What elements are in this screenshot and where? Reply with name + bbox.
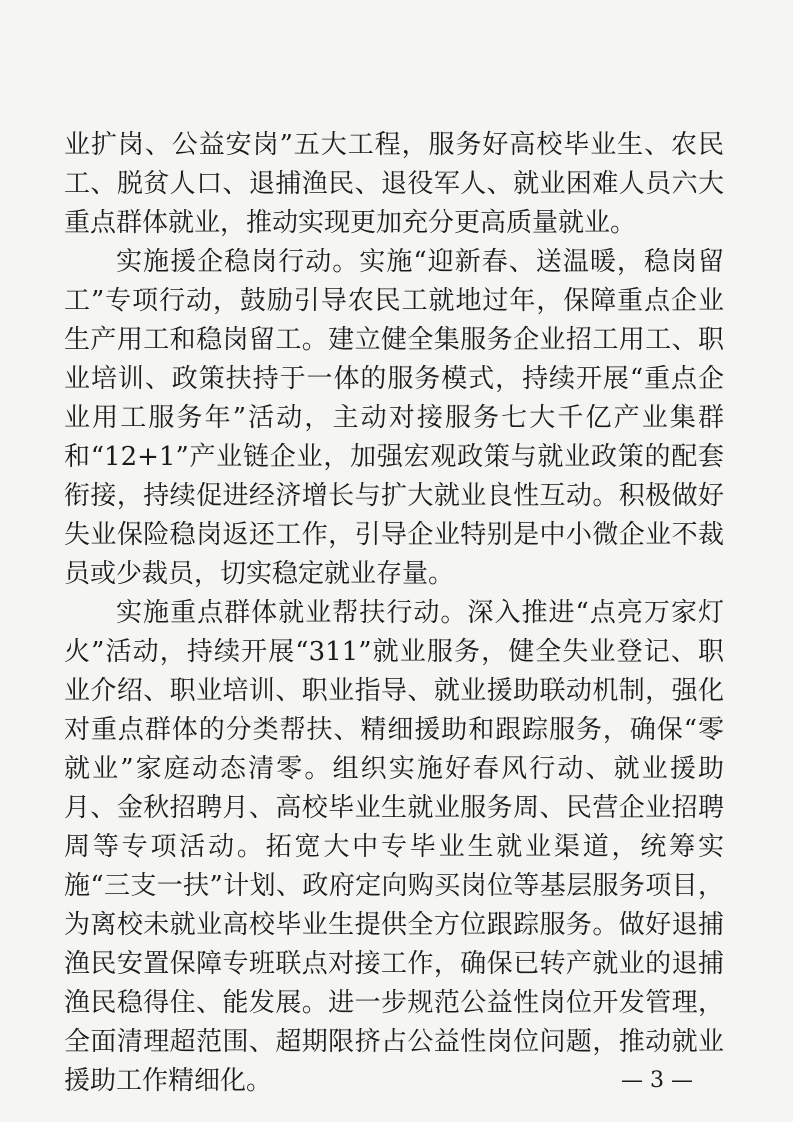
document-body bbox=[64, 126, 724, 1101]
page-number: — 3 — bbox=[621, 1068, 693, 1093]
paragraph-continued: 业扩岗、公益安岗”五大工程，服务好高校毕业生、农民工、脱贫人口、退捕渔民、退役军人、就业困难人员六大重点群体就业，推动实现更加充分更高质量就业。 bbox=[64, 130, 724, 238]
paragraph-key-groups-assistance: 实施重点群体就业帮扶行动。深入推进“点亮万家灯火”活动，持续开展“311”就业服务，健全失业登记、职业介绍、职业培训、职业指导、就业援助联动机制，强化对重点群体的分类帮扶、精细援助和跟踪服务，确保“零就业”家庭动态清零。组织实施好春风行动、就业援助月、金秋招聘月、高校毕业生就业服务周、民营企业招聘周等专项活动。拓宽大中专毕业生就业渠道，统筹实施“三支一扶”计划、政府定向购买岗位等基层服务项目，为离校未就业高校毕业生提供全方位跟踪服务。做好退捕渔民安置保障专班联点对接工作，确保已转产就业的退捕渔民稳得住、能发展。进一步规范公益性岗位开发管理，全面清理超范围、超期限挤占公益性岗位问题，推动就业援助工作精细化。 bbox=[64, 598, 724, 1096]
paragraph-job-stabilization: 实施援企稳岗行动。实施“迎新春、送温暖，稳岗留工”专项行动，鼓励引导农民工就地过年，保障重点企业生产用工和稳岗留工。建立健全集服务企业招工用工、职业培训、政策扶持于一体的服务模式，持续开展“重点企业用工服务年”活动，主动对接服务七大千亿产业集群和“12+1”产业链企业，加强宏观政策与就业政策的配套衔接，持续促进经济增长与扩大就业良性互动。积极做好失业保险稳岗返还工作，引导企业特别是中小微企业不裁员或少裁员，切实稳定就业存量。 bbox=[64, 247, 724, 589]
